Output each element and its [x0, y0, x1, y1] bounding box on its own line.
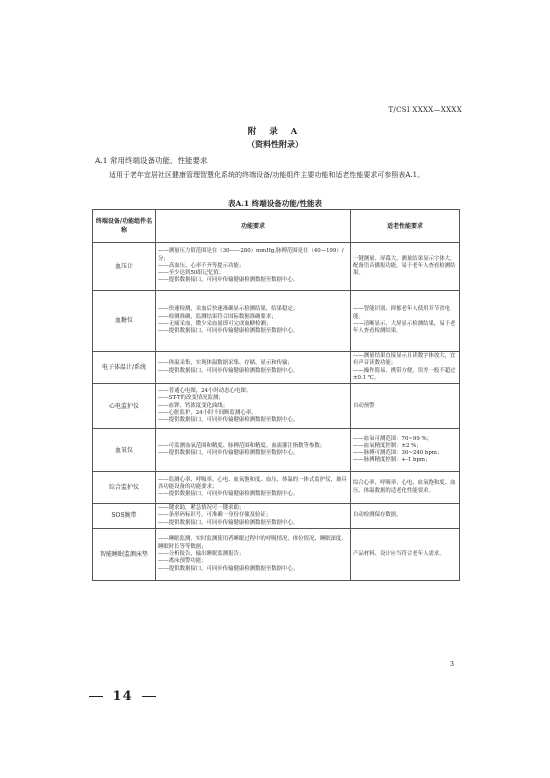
- elderly-requirement-cell: [351, 429, 460, 472]
- function-line: ——提供数据接口，可同步传输健康检测数据至数据中心。: [158, 417, 299, 424]
- elderly-requirement-cell: [351, 384, 460, 429]
- function-line: ——睡眠监测，实时监测使用者睡眠过程中的呼吸情况、体位情况、睡眠深度、睡眠时长等等数据；: [158, 536, 347, 550]
- table-row: [93, 291, 460, 352]
- annex-title: 附 录 A: [247, 127, 303, 137]
- elderly-requirement-cell: [351, 243, 460, 291]
- table-row: [93, 243, 460, 291]
- device-name-cell: 电子体温计/系统: [93, 352, 156, 384]
- function-line: ——无痛采血，微少采血量即可完成血糖检测；: [158, 321, 272, 327]
- function-line: ——离床预警功能；: [158, 558, 207, 565]
- function-line: ——监测心率、呼吸率、心电、血氧饱和度、血压、体温的一体式监护仪，兼具各功能设备的功能要求；: [158, 476, 347, 491]
- function-line: ——至少达到50组记忆值；: [158, 270, 225, 277]
- standard-code: T/CSI XXXX—XXXX: [388, 106, 462, 114]
- table-row: [93, 504, 460, 529]
- device-name-cell: 综合监护仪: [93, 472, 156, 504]
- function-line: ——检测准确，监测结果符合国际数据准确要求；: [158, 313, 277, 320]
- elderly-requirement-cell: [351, 291, 460, 352]
- device-name-cell: 智能睡眠监测床垫: [93, 529, 156, 581]
- table-row: [93, 429, 460, 472]
- function-line: ——ST-T的改变情况监测；: [158, 395, 224, 402]
- spec-table: [92, 209, 460, 581]
- elderly-line: ——清晰显示，大屏显示检测结果，易于老年人查看检测结果。: [353, 321, 456, 335]
- elderly-line: 综合心率、呼吸率、心电、血氧饱和度、血压、体温数据的适老化性能要求。: [353, 480, 456, 494]
- function-line: ——提供数据接口，可同步传输健康检测数据至数据中心。: [158, 519, 299, 526]
- function-line: ——提供数据接口，可同步传输健康检测数据至数据中心。: [158, 367, 299, 374]
- elderly-line: ——操作简易，携带方便，误差一般不超过±0.1 ℃。: [353, 367, 456, 381]
- function-line: ——分析报告，输出睡眠监测报告；: [158, 550, 245, 557]
- function-cell: [156, 429, 351, 472]
- table-body: [93, 243, 460, 581]
- table-row: [93, 472, 460, 504]
- annex-subtitle: （资料性附录）: [247, 139, 303, 149]
- function-line: ——体温采集，实现体温数据采集、存储、显示和传输；: [158, 360, 293, 367]
- function-line: ——条形码标识号，可准确一身份存储及验证；: [158, 512, 272, 519]
- table-row: [93, 352, 460, 384]
- device-name-cell: 血糖仪: [93, 291, 156, 352]
- function-cell: [156, 529, 351, 581]
- function-cell: [156, 384, 351, 429]
- function-line: ——快速检测，采血后快速准确显示检测结果，结果稳定；: [158, 306, 299, 313]
- elderly-requirement-cell: [351, 529, 460, 581]
- function-line: ——可监测血氧范围和精度、脉搏范围和精度、血流灌注指数等参数；: [158, 442, 326, 449]
- function-line: ——键求助，紧急情况可一键求助；: [158, 505, 245, 512]
- device-name-cell: 心电监护仪: [93, 384, 156, 429]
- header-device: 终端设备/功能组件名称: [93, 210, 156, 243]
- inner-page-number: 3: [449, 660, 454, 668]
- function-line: ——提供数据接口，可同步传输健康检测数据至数据中心。: [158, 491, 299, 498]
- function-cell: [156, 504, 351, 529]
- footer-page: 14: [112, 689, 133, 704]
- section-heading: A.1 常用终端设备功能、性能要求: [95, 156, 208, 165]
- elderly-line: 产品材料、设计应当符合老年人需求。: [353, 550, 445, 557]
- table-header-row: [93, 210, 460, 243]
- function-line: ——心脏监护，24小时不间断监测心率，: [158, 409, 257, 416]
- intro-paragraph: 适用于老年宜居社区健康管理智慧化系统的终端设备/功能组件主要功能和适老性能要求可参照表A.1。: [109, 171, 425, 179]
- table-row: [93, 529, 460, 581]
- table-caption: 表A.1 终端设备功能/性能表: [228, 199, 322, 208]
- device-name-cell: SOS腕带: [93, 504, 156, 529]
- function-line: ——提供数据接口，可同步传输健康检测数据至数据中心。: [158, 565, 299, 572]
- function-line: ——高血压、心率不齐等提示功能；: [158, 262, 245, 269]
- header-elderly: 适老性能要求: [351, 210, 460, 243]
- header-function: 功能要求: [156, 210, 351, 243]
- elderly-line: ——血氧精度控制：±2 %；: [353, 442, 422, 449]
- elderly-line: 自动检测保存数据。: [353, 512, 402, 519]
- function-line: ——血钾、钙浓度变化曲线；: [158, 402, 229, 409]
- elderly-line: 一键测量、屏幕大、测量结果显示字体大，配备语音播报功能，易于老年人查看检测结果。: [353, 255, 456, 277]
- elderly-line: ——智能识别、抑郁老年人使用并节省电能。: [353, 306, 451, 320]
- footer-dash-left: [89, 696, 103, 697]
- elderly-line: 自动预警: [353, 402, 375, 409]
- function-cell: [156, 291, 351, 352]
- elderly-requirement-cell: [351, 472, 460, 504]
- elderly-line: ——脉搏可测范围：30~240 bpm；: [353, 450, 443, 457]
- device-name-cell: 血氧仪: [93, 429, 156, 472]
- function-line: ——提供数据接口，可同步传输健康检测数据至数据中心。: [158, 328, 299, 335]
- function-line: ——测量压力值范围是在（30——280）mmHg,脉搏范围是在（40—199）/分；: [158, 248, 344, 262]
- elderly-line: ——血氧可测范围：70~99 %；: [353, 435, 432, 442]
- elderly-requirement-cell: [351, 504, 460, 529]
- function-cell: [156, 352, 351, 384]
- device-name-cell: 血压计: [93, 243, 156, 291]
- elderly-line: ——脉搏精度控制：+-1 bpm；: [353, 457, 431, 464]
- footer-dash-right: [142, 696, 156, 697]
- function-line: ——普通心电图，24小时动态心电图；: [158, 387, 252, 394]
- footer-page-number: [85, 689, 160, 704]
- function-cell: [156, 472, 351, 504]
- elderly-requirement-cell: [351, 352, 460, 384]
- function-line: ——提供数据接口，可同步传输健康检测数据至数据中心。: [158, 450, 299, 457]
- elderly-line: ——测量结果直接显示且读数字体放大，宜有声音读数功能；: [353, 353, 456, 367]
- table-row: [93, 384, 460, 429]
- function-line: ——提供数据接口，可同步传输健康检测数据至数据中心。: [158, 277, 299, 284]
- function-cell: [156, 243, 351, 291]
